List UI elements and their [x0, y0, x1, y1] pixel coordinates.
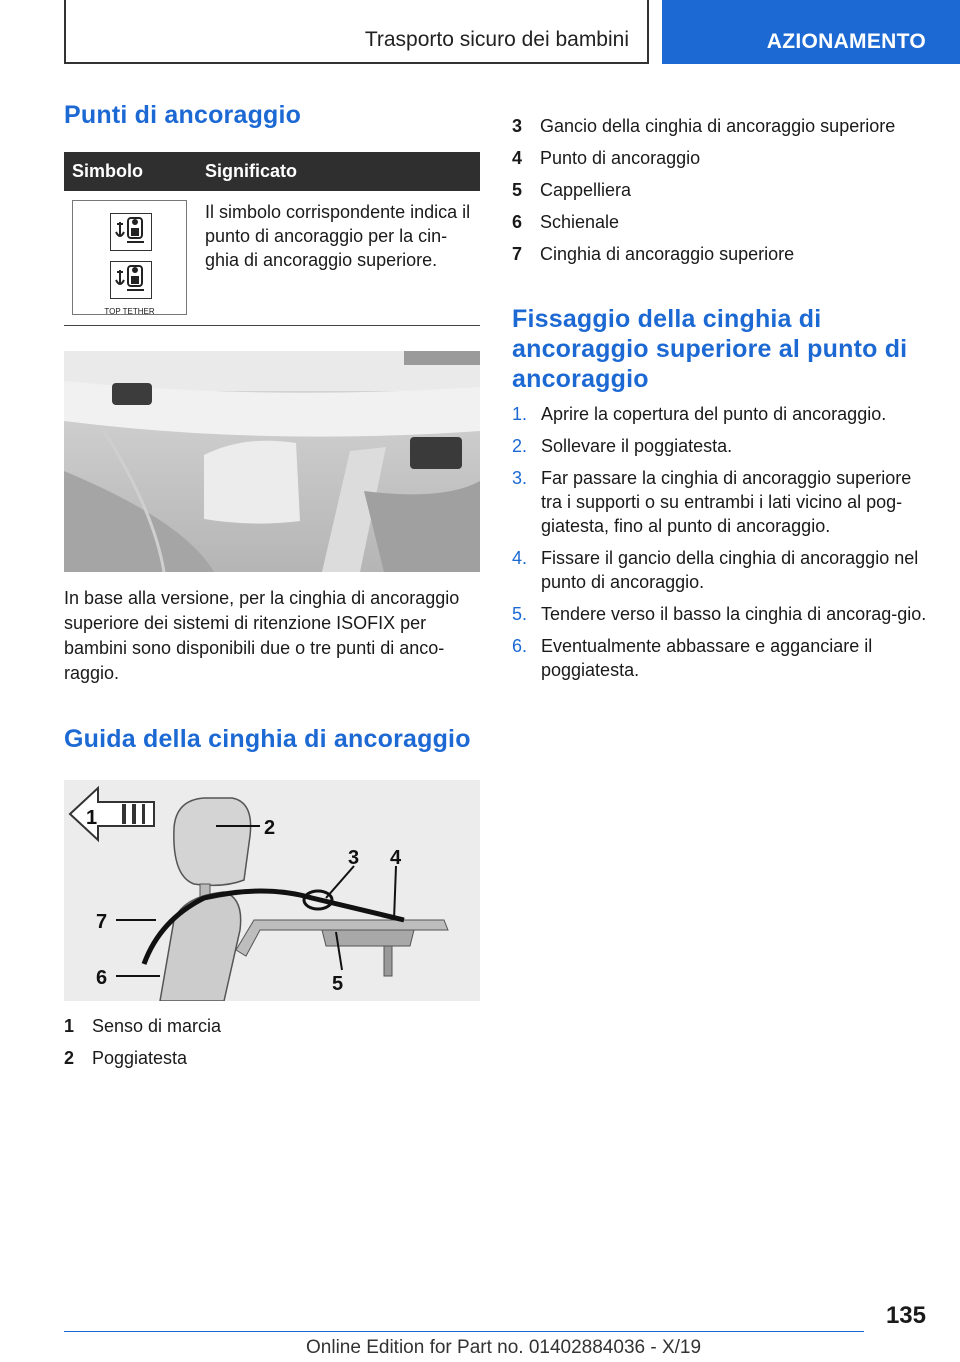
- step-item: 2. Sollevare il poggiatesta.: [512, 436, 733, 456]
- child-seat-anchor-icon: [110, 213, 152, 251]
- step-item: 1. Aprire la copertura del punto di ancoraggio.: [512, 404, 887, 424]
- label-4: 4: [390, 847, 402, 869]
- legend-right: [512, 110, 932, 270]
- step-item: 6. Eventualmente abbassare e agganciare il poggiatesta.: [512, 636, 873, 680]
- symbol-table: [64, 152, 480, 326]
- col-header-meaning: Significato: [197, 152, 480, 191]
- legend-item: 1 Senso di marcia: [64, 1016, 222, 1036]
- strap-routing-diagram: [64, 780, 480, 1001]
- label-5: 5: [332, 973, 344, 995]
- edition-note: Online Edition for Part no. 01402884036 - X/19: [306, 1337, 702, 1358]
- label-6: 6: [96, 967, 108, 989]
- page-number: 135: [885, 1302, 926, 1329]
- symbol-meaning: Il simbolo corrispondente indica il punto di ancoraggio per la cin-ghia di ancoraggio superiore.: [205, 202, 471, 270]
- label-7: 7: [96, 911, 108, 933]
- chapter-tab: [662, 0, 960, 64]
- chapter-title: AZIONAMENTO: [766, 30, 926, 53]
- child-seat-anchor-icon: [110, 261, 152, 299]
- col-header-symbol: Simbolo: [64, 152, 197, 191]
- top-tether-symbol: [72, 200, 187, 315]
- left-column: [64, 100, 480, 1074]
- legend-item: 4 Punto di ancoraggio: [512, 148, 701, 168]
- label-1: 1: [86, 807, 98, 829]
- legend-left: [64, 1010, 480, 1074]
- label-3: 3: [348, 847, 360, 869]
- symbol-caption: TOP TETHER: [104, 307, 155, 316]
- legend-item: 2 Poggiatesta: [64, 1048, 188, 1068]
- legend-item: 5 Cappelliera: [512, 180, 632, 200]
- legend-item: 6 Schienale: [512, 212, 620, 232]
- section-title: Trasporto sicuro dei bambini: [364, 28, 629, 51]
- intro-paragraph: In base alla versione, per la cinghia di ancoraggio superiore dei sistemi di ritenzione ISOFIX per bambini sono disponibili due o tre punti di anco-raggio.: [64, 588, 460, 683]
- running-header: [64, 0, 649, 64]
- heading-attach-strap: Fissaggio della cinghia di ancoraggio superiore al punto di ancoraggio: [512, 305, 908, 393]
- label-2: 2: [264, 817, 276, 839]
- heading-anchor-points: Punti di ancoraggio: [64, 101, 302, 129]
- step-item: 4. Fissare il gancio della cinghia di ancoraggio nel punto di ancoraggio.: [512, 548, 919, 592]
- step-item: 5. Tendere verso il basso la cinghia di ancorag-gio.: [512, 604, 927, 624]
- heading-strap-routing: Guida della cinghia di ancoraggio: [64, 725, 471, 753]
- table-row: [64, 191, 480, 326]
- procedure-steps: [512, 402, 932, 682]
- legend-item: 3 Gancio della cinghia di ancoraggio superiore: [512, 116, 896, 136]
- rear-shelf-photo: [64, 351, 480, 572]
- footer-divider: [64, 1331, 864, 1332]
- legend-item: 7 Cinghia di ancoraggio superiore: [512, 244, 795, 264]
- right-column: [512, 110, 932, 690]
- step-item: 3. Far passare la cinghia di ancoraggio superiore tra i supporti o su entrambi i lati vicino al pog-giatesta, fino al punto di ancoraggio.: [512, 468, 912, 536]
